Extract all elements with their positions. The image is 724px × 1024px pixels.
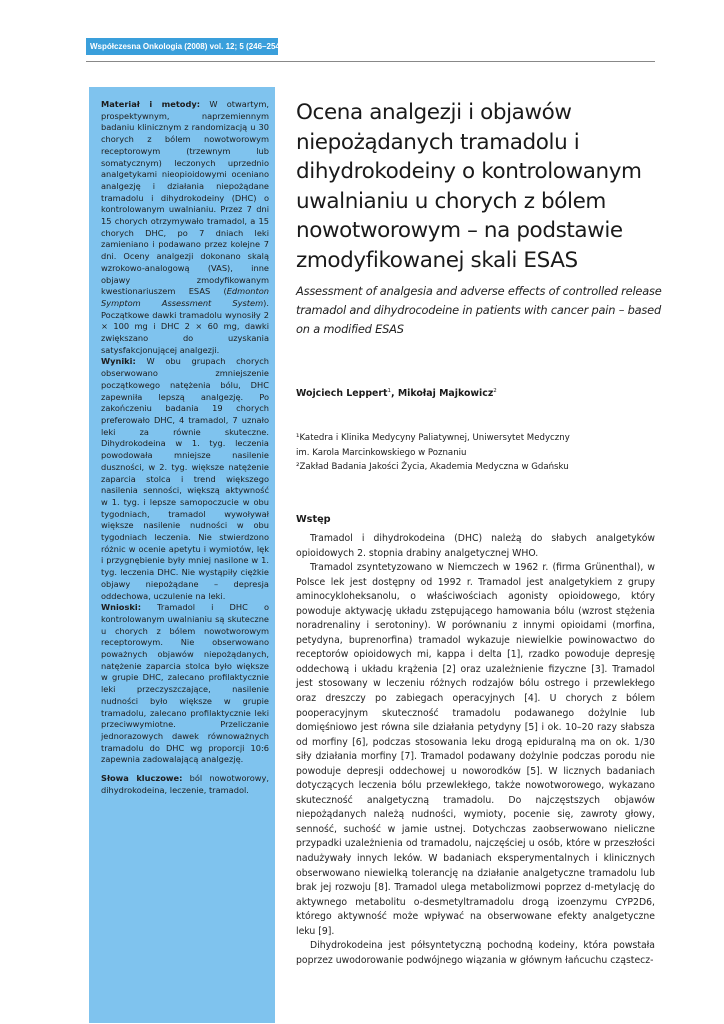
keywords-text: ból nowotworowy, dihydrokodeina, leczenie, tramadol.	[101, 773, 270, 795]
abstract-results	[101, 356, 269, 602]
author-2-affil: 2	[493, 388, 497, 394]
journal-citation: Współczesna Onkologia (2008) vol. 12; 5 (246–254)	[86, 38, 278, 55]
conclusions-label: Wnioski:	[101, 602, 141, 613]
paragraph: Dihydrokodeina jest półsyntetyczną pochodną kodeiny, która powstała poprzez uwodorowanie podwójnego wiązania w głównym łańcuchu cząstecz-	[296, 940, 655, 966]
article-title-english: Assessment of analgesia and adverse effects of controlled release tramadol and dihydrocodeine in patients with cancer pain – based on a modified ESAS	[296, 284, 662, 336]
header-rule	[86, 61, 655, 62]
affiliation-2: ²Zakład Badania Jakości Życia, Akademia Medyczna w Gdańsku	[296, 462, 569, 473]
abstract-conclusions	[101, 602, 269, 766]
methods-text-2: ). Początkowe dawki tramadolu wynosiły 2 × 100 mg i DHC 2 × 60 mg, dawki zwiększano do uzyskania satysfakcjonującej analgezji.	[101, 297, 269, 355]
paragraph: Tramadol zsyntetyzowano w Niemczech w 1962 r. (firma Grünenthal), w Polsce lek jest dostępny od 1992 r. Tramadol jest analgetykiem z grupy aminocykloheksanolu, o właściwościach agonisty opioidowego, który powoduje aktywację układu zstępującego hamowania bólu (wzrost stężenia noradrenaliny i serotoniny). W porównaniu z innymi opioidami (morfina, petydyna, buprenorfina) tramadol wykazuje niewielkie powinowactwo do receptorów opioidowych mi, kappa i delta [1], rzadko powoduje depresję oddechową i układu krążenia [2] oraz uzależnienie fizyczne [3]. Tramadol jest stosowany w leczeniu różnych rodzajów bólu ostrego i przewlekłego oraz dreszczy po zabiegach operacyjnych [4]. U chorych z bólem pooperacyjnym skuteczność tramadolu podawanego dożylnie lub domięśniowo jest równa sile działania petydyny [5] i ok. 10–20 razy słabsza od morfiny [6], podczas stosowania leku drogą epiduralną ma on ok. 1/30 siły działania morfiny [7]. Tramadol podawany dożylnie podczas porodu nie powoduje depresji oddechowej u noworodków [5]. W licznych badaniach dotyczących leczenia bólu przewlekłego, także nowotworowego, wykazano skuteczność analgetyczną tramadolu. Do najczęstszych objawów niepożądanych należą nudności, wymioty, pocenie się, zawroty głowy, senność, suchość w jamie ustnej. Dotychczas zaobserwowano nieliczne przypadki uzależnienia od tramadolu, najczęściej u osób, które w przeszłości nadużywały innych leków. W badaniach eksperymentalnych i klinicznych obserwowano niewielką tolerancję na działanie analgetyczne tramadolu lub brak jej rozwoju [8]. Tramadol ulega metabolizmowi poprzez d-metylację do aktywnego metabolitu o-desmetyltramadolu drogą izoenzymu CYP2D6, którego aktywność może wpływać na obserwowane efekty analgetyczne leku [9].	[296, 562, 655, 937]
affiliations	[296, 431, 596, 475]
abstract-keywords	[101, 773, 269, 796]
article-title: Ocena analgezji i objawów niepożądanych tramadolu i dihydrokodeiny o kontrolowanym uwalnianiu u chorych z bólem nowotworowym – na podstawie zmodyfikowanej skali ESAS	[296, 100, 642, 273]
methods-italic: Edmonton Symptom Assessment System	[101, 286, 269, 308]
methods-label: Materiał i metody:	[101, 99, 201, 109]
author-1: Wojciech Leppert	[296, 388, 388, 400]
methods-text: W otwartym, prospektywnym, naprzemiennym badaniu klinicznym z randomizacją u 30 chorych z bólem nowotworowym receptorowym (trzewnym lub somatycznym) leczonych uprzednio analgetykami nieopioidowymi oceniano analgezję i działania niepożądane tramadolu i dihydrokodeiny (DHC) o kontrolowanym uwalnianiu. Przez 7 dni 15 chorych otrzymywało tramadol, a 15 chorych DHC, po 7 dniach leki zamieniano i podawano przez kolejne 7 dni. Oceny analgezji dokonano skalą wzrokowo-analogową (VAS), inne objawy zmodyfikowanym kwestionariuszem ESAS (	[101, 99, 269, 297]
conclusions-text: Tramadol i DHC o kontrolowanym uwalnianiu są skuteczne u chorych z bólem nowotworowym receptorowym. Nie obserwowano poważnych objawów niepożądanych, natężenie zaparcia stolca było większe w grupie DHC, zalecano profilaktycznie leki przeczyszczające, nasilenie nudności było większe w grupie tramadolu, zalecano profilaktycznie leki przeciwwymiotne. Przeliczanie jednorazowych dawek równoważnych tramadolu do DHC wg proporcji 10:6 zapewnia zadowalającą analgezję.	[101, 602, 270, 765]
results-text: W obu grupach chorych obserwowano zmniejszenie początkowego natężenia bólu, DHC zapewniła lepszą analgezję. Po zakończeniu badania 19 chorych preferowało DHC, 4 tramadol, 7 uznało leki za równie skuteczne. Dihydrokodeina w 1. tyg. leczenia powodowała mniejsze nasilenie duszności, w 2. tyg. większe natężenie zaparcia stolca i trend większego nasilenia senności, większą aktywność w 1. tyg. i lepsze samopoczucie w obu tygodniach, tramadol wywoływał większe nasilenie nudności w obu tygodniach leczenia. Nie stwierdzono różnic w ocenie apetytu i wymiotów, lęk i przygnębienie były mniej nasilone w 1. tyg. leczenia DHC. Nie wystąpiły ciężkie objawy niepożądane – depresja oddechowa, uczulenie na leki.	[101, 356, 270, 601]
results-label: Wyniki:	[101, 356, 136, 367]
author-2: Mikołaj Majkowicz	[397, 388, 494, 400]
paragraph: Tramadol i dihydrokodeina (DHC) należą do słabych analgetyków opioidowych 2. stopnia drabiny analgetycznej WHO.	[296, 533, 655, 559]
affiliation-1-cont: im. Karola Marcinkowskiego w Poznaniu	[296, 447, 467, 458]
body-text	[296, 532, 655, 968]
author-separator: ,	[391, 388, 398, 400]
section-heading: Wstęp	[296, 514, 331, 525]
affiliation-1: ¹Katedra i Klinika Medycyny Paliatywnej, Uniwersytet Medyczny	[296, 433, 570, 443]
abstract-text	[101, 99, 269, 796]
authors	[296, 388, 497, 399]
keywords-label: Słowa kluczowe:	[101, 773, 183, 784]
abstract-methods	[101, 99, 269, 356]
author-1-affil: 1	[387, 388, 392, 394]
